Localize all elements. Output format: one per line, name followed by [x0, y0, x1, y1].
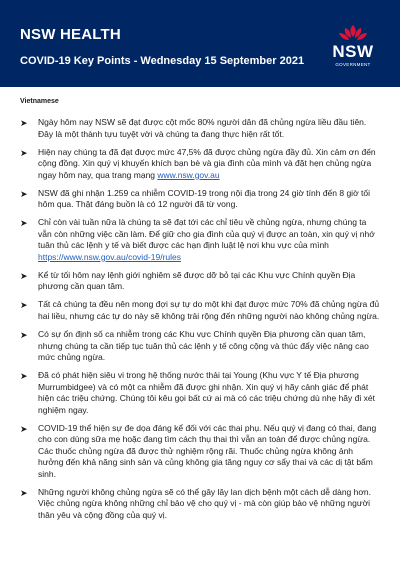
key-point-item	[20, 329, 380, 364]
key-point-text: Tất cả chúng ta đều nên mong đợi sự tự do một khi đạt được mức 70% đã chủng ngừa đủ hai liều, nhưng các tự do này sẽ không trải rộng đến những người nào không chủng ngừa.	[38, 299, 380, 321]
key-point-item	[20, 117, 380, 140]
key-point-link[interactable]: https://www.nsw.gov.au/covid-19/rules	[38, 251, 181, 262]
arrow-bullet-icon: ➤	[20, 270, 28, 281]
key-point-text: NSW đã ghi nhận 1.259 ca nhiễm COVID-19 trong nội địa trong 24 giờ tính đến 8 giờ tối hôm qua. Thật đáng buồn là có 12 người đã từ vong.	[38, 187, 370, 210]
key-point-text: Hiện nay chúng ta đã đạt được mức 47,5% đã được chủng ngừa đầy đủ. Xin cảm ơn đến cộng đồng. Xin quý vị khuyến khích bạn bè và gia đình của mình và đặt hẹn chủng ngừa ngay hôm nay, qua trang mạng	[38, 146, 376, 180]
logo-wordmark: NSW	[332, 42, 374, 61]
nsw-government-logo	[326, 24, 380, 76]
arrow-bullet-icon: ➤	[20, 371, 28, 382]
key-point-item	[20, 370, 380, 416]
arrow-bullet-icon: ➤	[20, 188, 28, 199]
key-point-item	[20, 217, 380, 263]
key-point-text: Chỉ còn vài tuần nữa là chúng ta sẽ đạt tới các chỉ tiêu về chủng ngừa, nhưng chúng ta vẫn còn những việc cần làm. Để giữ cho gia đình của quý vị được an toàn, xin quý vị nhớ tuân thủ các lệnh y tế và biết được các hạn định luật lệ nơi khu vực của mình	[38, 217, 375, 251]
key-points-list	[20, 117, 380, 528]
key-point-item	[20, 270, 380, 293]
key-point-text: Đã có phát hiện siêu vi trong hệ thống nước thải tại Young (Khu vực Y tế Địa phương Murrumbidgee) và có một ca nhiễm đã được ghi nhận. Xin quý vị hãy cảnh giác để phát hiện các triệu chứng. Chúng tôi kêu gọi bất cứ ai mà có các triệu chứng dù nhẹ hãy đi xét nghiệm ngay.	[38, 370, 375, 415]
key-point-link[interactable]: www.nsw.gov.au	[157, 169, 220, 180]
page-header	[0, 0, 400, 87]
header-title: NSW HEALTH	[20, 26, 121, 43]
key-point-item	[20, 188, 380, 211]
key-point-text: Có sự ổn định số ca nhiễm trong các Khu vực Chính quyền Địa phương cần quan tâm, nhưng chúng ta cần tiếp tục tuân thủ các lệnh y tế công cộng và thúc đẩy việc nâng cao mức chủng ngừa.	[38, 329, 369, 363]
arrow-bullet-icon: ➤	[20, 487, 28, 498]
arrow-bullet-icon: ➤	[20, 300, 28, 311]
key-point-text: Kể từ tối hôm nay lệnh giới nghiêm sẽ được dỡ bỏ tại các Khu vực Chính quyền Địa phương cần quan tâm.	[38, 269, 356, 292]
header-subtitle: COVID-19 Key Points - Wednesday 15 September 2021	[20, 55, 305, 67]
arrow-bullet-icon: ➤	[20, 147, 28, 158]
waratah-icon	[336, 24, 370, 44]
logo-government-text: GOVERNMENT	[335, 62, 371, 67]
language-label: Vietnamese	[20, 98, 59, 105]
arrow-bullet-icon: ➤	[20, 423, 28, 434]
key-point-item	[20, 147, 380, 182]
key-point-text: COVID-19 thể hiện sự đe dọa đáng kể đối với các thai phụ. Nếu quý vị đang có thai, đang cho con dùng sữa mẹ hoặc đang tìm cách thụ thai thì vẫn an toàn để được chủng ngừa. Các thuốc chủng ngừa đã được thử nghiệm rộng rãi. Thuốc chủng ngừa không ảnh hưởng đến khả năng sinh sản và củng không gia tăng nguy cơ sẩy thai và các dị tật bẩm sinh.	[38, 422, 377, 479]
key-point-item	[20, 423, 380, 481]
key-point-item	[20, 487, 380, 522]
key-point-item	[20, 299, 380, 322]
arrow-bullet-icon: ➤	[20, 330, 28, 341]
arrow-bullet-icon: ➤	[20, 118, 28, 128]
key-point-text: Ngày hôm nay NSW sẽ đạt được cột mốc 80% người dân đã chủng ngừa liều đầu tiên. Đây là một thành tựu tuyệt vời và chúng ta đang thực hiện rất tốt.	[38, 117, 367, 139]
arrow-bullet-icon: ➤	[20, 218, 28, 229]
key-point-text: Những người không chủng ngừa sẽ có thể gây lây lan dịch bệnh một cách dễ dàng hơn. Việc chủng ngừa không những chỉ bảo vệ cho quý vị - mà còn giúp bảo vệ những người thân yêu và cộng đồng của quý vị.	[38, 486, 372, 520]
